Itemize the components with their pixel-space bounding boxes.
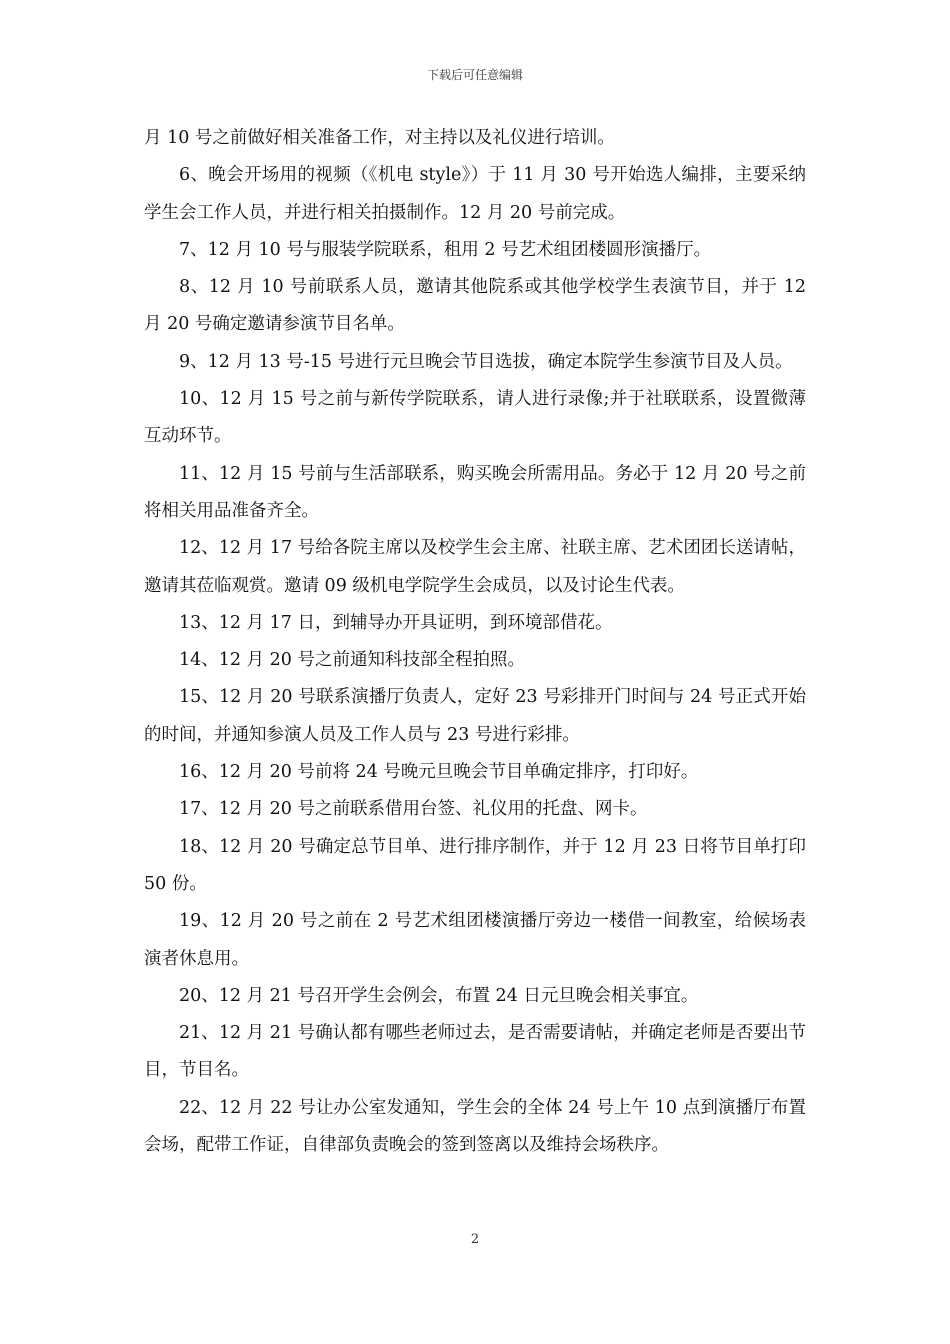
paragraph: 13、12 月 17 日，到辅导办开具证明，到环境部借花。 xyxy=(179,612,613,633)
paragraph: 19、12 月 20 号之前在 2 号艺术组团楼演播厅旁边一楼借一间教室，给候场表演者休息用。 xyxy=(144,911,806,969)
paragraph: 8、12 月 10 号前联系人员，邀请其他院系或其他学校学生表演节目，并于 12 月 20 号确定邀请参演节目名单。 xyxy=(144,277,806,335)
paragraph: 17、12 月 20 号之前联系借用台签、礼仪用的托盘、网卡。 xyxy=(179,799,648,820)
paragraph: 16、12 月 20 号前将 24 号晚元旦晚会节目单确定排序，打印好。 xyxy=(179,762,699,783)
paragraph: 10、12 月 15 号之前与新传学院联系，请人进行录像;并于社联联系，设置微薄互动环节。 xyxy=(144,389,806,447)
paragraph: 9、12 月 13 号-15 号进行元旦晚会节目选拔，确定本院学生参演节目及人员。 xyxy=(179,351,793,372)
paragraph: 21、12 月 21 号确认都有哪些老师过去，是否需要请帖，并确定老师是否要出节目，节目名。 xyxy=(144,1023,806,1081)
page-header: 下载后可任意编辑 xyxy=(426,68,523,82)
paragraph: 11、12 月 15 号前与生活部联系，购买晚会所需用品。务必于 12 月 20 号之前将相关用品准备齐全。 xyxy=(144,463,806,521)
paragraph: 月 10 号之前做好相关准备工作，对主持以及礼仪进行培训。 xyxy=(144,128,615,148)
paragraph: 15、12 月 20 号联系演播厅负责人，定好 23 号彩排开门时间与 24 号正式开始的时间，并通知参演人员及工作人员与 23 号进行彩排。 xyxy=(144,687,806,745)
paragraph: 6、晚会开场用的视频（《机电 style》）于 11 月 30 号开始选人编排，主要采纳学生会工作人员，并进行相关拍摄制作。12 月 20 号前完成。 xyxy=(144,165,806,223)
paragraph: 20、12 月 21 号召开学生会例会，布置 24 日元旦晚会相关事宜。 xyxy=(179,985,699,1006)
paragraph: 12、12 月 17 号给各院主席以及校学生会主席、社联主席、艺术团团长送请帖，邀请其莅临观赏。邀请 09 级机电学院学生会成员，以及讨论生代表。 xyxy=(144,538,806,596)
page-number: 2 xyxy=(470,1232,480,1247)
paragraph: 22、12 月 22 号让办公室发通知，学生会的全体 24 号上午 10 点到演播厅布置会场，配带工作证，自律部负责晚会的签到签离以及维持会场秩序。 xyxy=(144,1097,806,1156)
paragraph: 7、12 月 10 号与服装学院联系，租用 2 号艺术组团楼圆形演播厅。 xyxy=(179,239,712,260)
document-body xyxy=(144,120,806,1164)
paragraph: 18、12 月 20 号确定总节目单、进行排序制作，并于 12 月 23 日将节目单打印 50 份。 xyxy=(144,836,806,894)
paragraph: 14、12 月 20 号之前通知科技部全程拍照。 xyxy=(179,650,525,671)
